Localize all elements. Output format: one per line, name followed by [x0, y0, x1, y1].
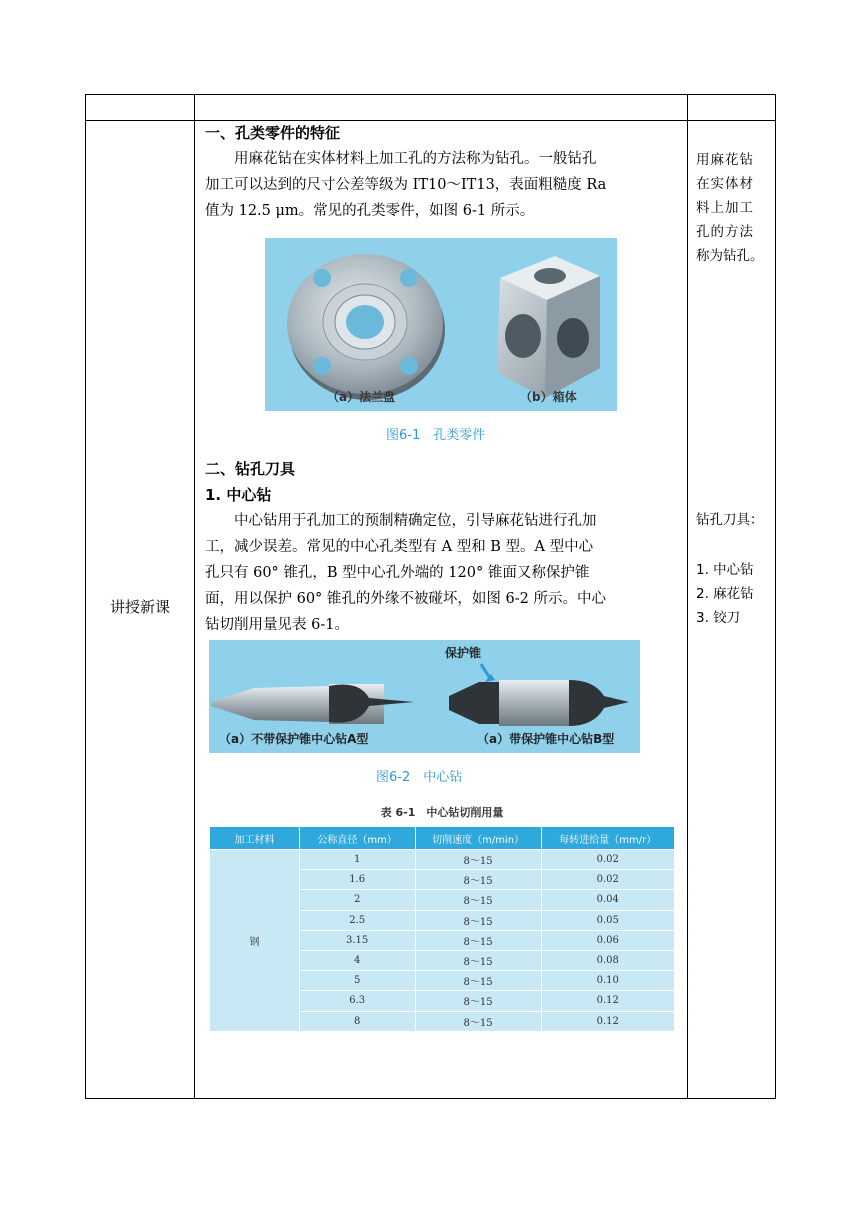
- table-cell: 8～15: [415, 971, 541, 991]
- main-content: [205, 120, 678, 224]
- side-note-item: 1. 中心钻: [696, 562, 754, 578]
- protective-cone-callout: 保护锥: [445, 646, 482, 660]
- paragraph-line: 中心钻用于孔加工的预制精确定位，引导麻花钻进行孔加: [234, 513, 597, 529]
- table-cell: 4: [299, 950, 415, 970]
- side-note-line: 在实体材: [696, 176, 754, 192]
- table-cell: 1: [299, 850, 415, 870]
- table-cell: 0.10: [541, 971, 674, 991]
- paragraph-line: 工，减少误差。常见的中心孔类型有 A 型和 B 型。A 型中心: [205, 539, 594, 555]
- paragraph-line: 面，用以保护 60° 锥孔的外缘不被碰坏，如图 6-2 所示。中心: [205, 591, 606, 607]
- column-divider-1: [194, 94, 195, 1099]
- table-cell: 0.12: [541, 1011, 674, 1031]
- paragraph-line: 用麻花钻在实体材料上加工孔的方法称为钻孔。一般钻孔: [234, 151, 597, 167]
- table-header-cell: 公称直径（mm）: [299, 827, 415, 850]
- section1-heading: 一、孔类零件的特征: [205, 124, 341, 142]
- table-header-row: [210, 827, 675, 850]
- table-header-cell: 加工材料: [210, 827, 300, 850]
- table-cell: 8～15: [415, 910, 541, 930]
- figure2-label-b: （a）带保护锥中心钻B型: [477, 732, 615, 746]
- figure1-caption: 图6-1 孔类零件: [386, 428, 486, 443]
- table-cell: 6.3: [299, 991, 415, 1011]
- figure1-label-a: （a）法兰盘: [327, 390, 396, 404]
- side-note-item: 3. 铰刀: [696, 610, 741, 626]
- paragraph-line: 钻切削用量见表 6-1。: [205, 617, 349, 633]
- table-top-border: [85, 94, 776, 95]
- table-title: 表 6-1 中心钻切削用量: [380, 806, 504, 819]
- table-cell: 2: [299, 890, 415, 910]
- side-note-drilling-definition: [696, 148, 768, 268]
- table-cell: 0.02: [541, 870, 674, 890]
- table-cell: 8～15: [415, 930, 541, 950]
- paragraph-line: 孔只有 60° 锥孔，B 型中心孔外端的 120° 锥面又称保护锥: [205, 565, 590, 581]
- paragraph-line: 值为 12.5 μm。常见的孔类零件，如图 6-1 所示。: [205, 203, 535, 219]
- figure-center-drill: [209, 640, 640, 753]
- section2-subheading: 1. 中心钻: [205, 486, 272, 504]
- table-row: [210, 850, 675, 870]
- side-note-line: 孔的方法: [696, 224, 754, 240]
- section2-heading: 二、钻孔刀具: [205, 460, 296, 478]
- table-cell: 8～15: [415, 991, 541, 1011]
- side-note-drilling-tools: [696, 508, 768, 630]
- figure-hole-parts: [265, 238, 617, 411]
- table-cell: 0.02: [541, 850, 674, 870]
- table-bottom-border: [85, 1098, 776, 1099]
- figure1-label-b: （b）箱体: [520, 390, 577, 404]
- table-cell: 0.05: [541, 910, 674, 930]
- table-cell: 8～15: [415, 950, 541, 970]
- table-header-cell: 切削速度（m/min）: [415, 827, 541, 850]
- table-header-cell: 每转进给量（mm/r）: [541, 827, 674, 850]
- table-cell: 8～15: [415, 890, 541, 910]
- table-cell: 8～15: [415, 1011, 541, 1031]
- figure2-label-a: （a）不带保护锥中心钻A型: [219, 732, 369, 746]
- paragraph-line: 加工可以达到的尺寸公差等级为 IT10～IT13，表面粗糙度 Ra: [205, 177, 607, 193]
- table-cell: 0.06: [541, 930, 674, 950]
- figure2-caption: 图6-2 中心钻: [376, 770, 463, 785]
- table-cell: 8～15: [415, 870, 541, 890]
- column-divider-2: [687, 94, 688, 1099]
- section2-content: [205, 456, 678, 638]
- table-right-border: [775, 94, 776, 1099]
- table-cell: 2.5: [299, 910, 415, 930]
- table-cell: 0.08: [541, 950, 674, 970]
- table-cell: 3.15: [299, 930, 415, 950]
- side-note-line: 用麻花钻: [696, 152, 754, 168]
- table-cell: 0.04: [541, 890, 674, 910]
- section1-paragraph: [205, 146, 678, 224]
- table-cell: 5: [299, 971, 415, 991]
- hole-parts-illustration: [265, 238, 617, 411]
- table-cell: 1.6: [299, 870, 415, 890]
- table-cell: 8: [299, 1011, 415, 1031]
- table-cell: 0.12: [541, 991, 674, 1011]
- side-note-title: 钻孔刀具：: [696, 512, 764, 528]
- row-label: 讲授新课: [109, 598, 170, 616]
- table-cell: 8～15: [415, 850, 541, 870]
- side-note-item: 2. 麻花钻: [696, 586, 754, 602]
- side-note-line: 料上加工: [696, 200, 754, 216]
- material-cell: 钢: [210, 850, 300, 1032]
- cutting-parameters-table: [209, 826, 675, 1032]
- side-note-line: 称为钻孔。: [696, 248, 764, 264]
